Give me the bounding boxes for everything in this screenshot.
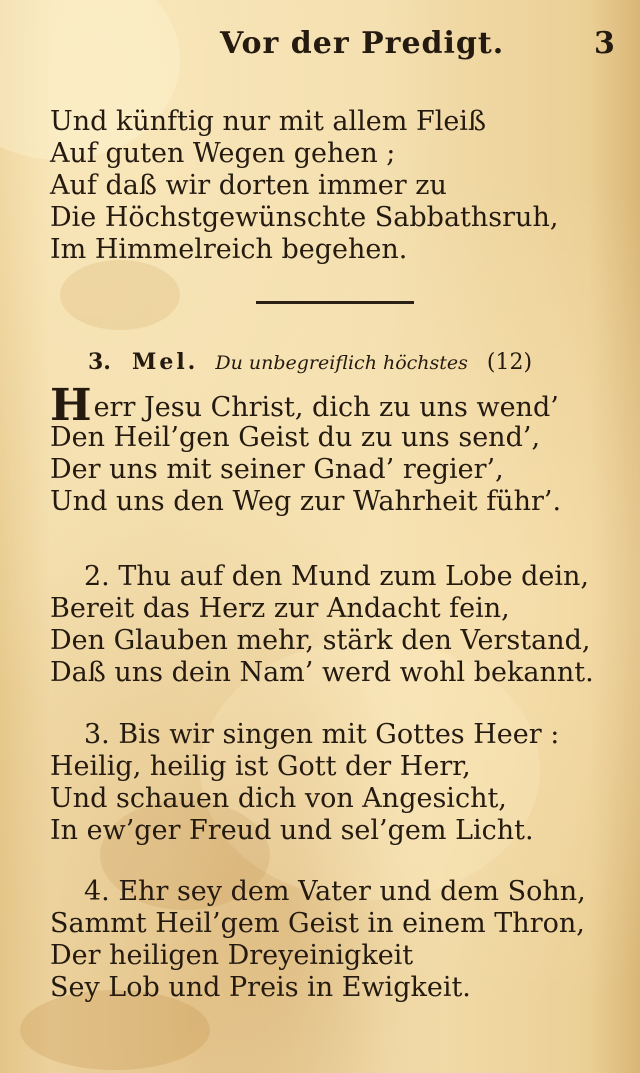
verse-line: Und künftig nur mit allem Fleiß: [50, 106, 486, 137]
verse-line: Im Himmelreich begehen.: [50, 234, 408, 265]
section-divider: [256, 301, 414, 304]
tune-name: Du unbegreiflich höchstes: [215, 352, 468, 374]
carryover-stanza: [50, 106, 558, 266]
verse-line: In ew’ger Freud und sel’gem Licht.: [50, 815, 534, 846]
drop-cap: H: [50, 380, 92, 431]
verse-line-text: err Jesu Christ, dich zu uns wend’: [93, 392, 559, 423]
verse-line: Die Höchstgewünschte Sabbathsruh,: [50, 202, 559, 233]
hymn-heading: [88, 346, 532, 378]
page-number: 3: [594, 26, 615, 61]
verse-line: [50, 876, 586, 908]
verse-line-text: Bis wir singen mit Gottes Heer :: [118, 719, 560, 750]
verse-line: [50, 719, 559, 751]
verse-line: [50, 380, 561, 431]
verse-line: Und uns den Weg zur Wahrheit führ’.: [50, 486, 562, 517]
verse-line: Den Glauben mehr, stärk den Verstand,: [50, 625, 591, 656]
running-head: Vor der Predigt.: [220, 26, 505, 61]
verse-1: [50, 380, 562, 518]
verse-line-text: Thu auf den Mund zum Lobe dein,: [118, 561, 590, 592]
verse-4: [50, 876, 586, 1004]
verse-line: Bereit das Herz zur Andacht fein,: [50, 593, 510, 624]
verse-3: [50, 719, 559, 847]
verse-line: Auf guten Wegen gehen ;: [50, 138, 396, 169]
verse-line: Sammt Heil’gem Geist in einem Thron,: [50, 908, 585, 939]
verse-line: Den Heil’gen Geist du zu uns send’,: [50, 422, 541, 453]
melody-label: Mel.: [131, 349, 199, 375]
verse-line: Sey Lob und Preis in Ewigkeit.: [50, 972, 471, 1003]
paper-stain: [60, 260, 180, 330]
verse-2: [50, 561, 594, 689]
verse-line: Und schauen dich von Angesicht,: [50, 783, 507, 814]
verse-number: 4.: [84, 876, 110, 907]
verse-line-text: Ehr sey dem Vater und dem Sohn,: [118, 876, 586, 907]
verse-number: 3.: [84, 719, 110, 750]
tune-reference: (12): [486, 350, 533, 375]
page-header: [0, 26, 640, 70]
verse-line: [50, 561, 594, 593]
verse-line: Der uns mit seiner Gnad’ regier’,: [50, 454, 504, 485]
verse-line: Daß uns dein Nam’ werd wohl bekannt.: [50, 657, 594, 688]
hymn-number: 3.: [88, 349, 111, 375]
verse-number: 2.: [84, 561, 110, 592]
verse-line: Auf daß wir dorten immer zu: [50, 170, 447, 201]
verse-line: Heilig, heilig ist Gott der Herr,: [50, 751, 471, 782]
verse-line: Der heiligen Dreyeinigkeit: [50, 940, 414, 971]
